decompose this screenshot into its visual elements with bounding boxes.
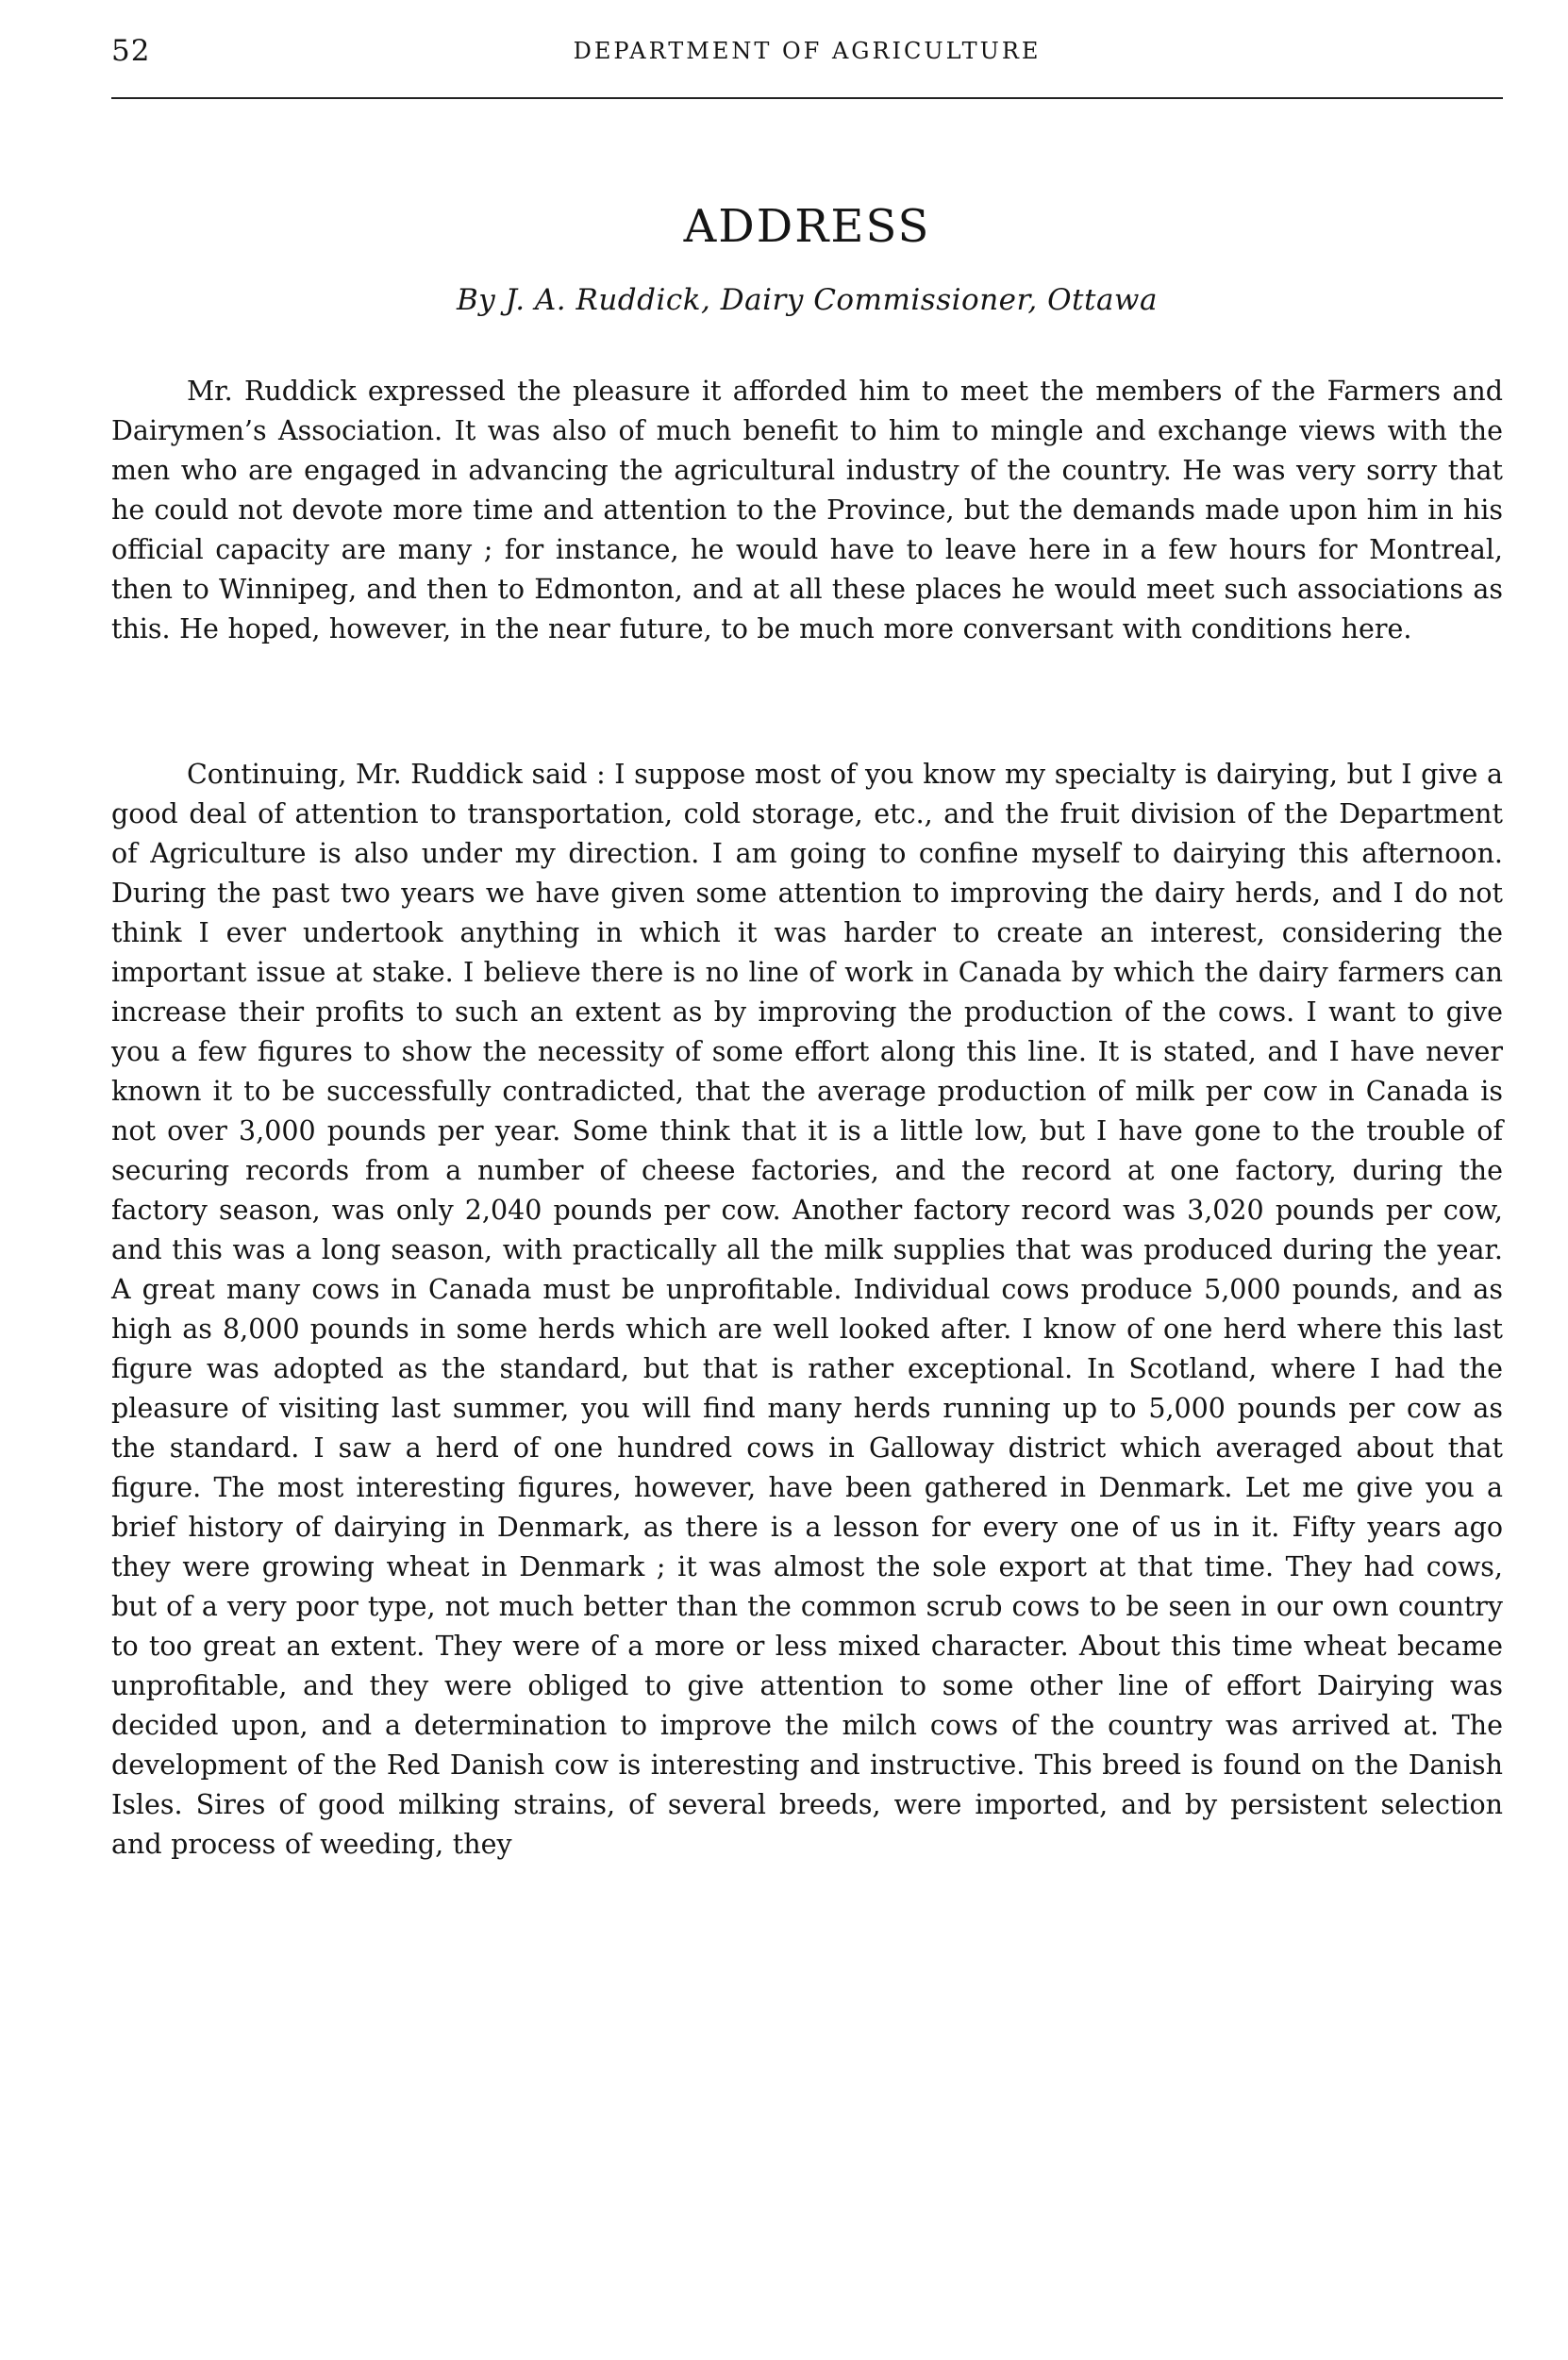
body-paragraph: Continuing, Mr. Ruddick said : I suppose most of you know my specialty is dairying, but I give a good deal of attention to transportation, cold storage, etc., and the fruit division of the Department of Agriculture is also under my direction. I am going to confine myself to dairying this afternoon. During the past two years we have given some attention to improving the dairy herds, and I do not think I ever undertook anything in which it was harder to create an interest, considering the important issue at stake. I believe there is no line of work in Canada by which the dairy farmers can increase their profits to such an extent as by improving the production of the cows. I want to give you a few figures to show the necessity of some effort along this line. It is stated, and I have never known it to be successfully contradicted, that the average production of milk per cow in Canada is not over 3,000 pounds per year. Some think that it is a little low, but I have gone to the trouble of securing records from a number of cheese factories, and the record at one factory, during the factory season, was only 2,040 pounds per cow. Another factory record was 3,020 pounds per cow, and this was a long season, with practically all the milk supplies that was produced during the year. A great many cows in Canada must be unprofitable. Individual cows produce 5,000 pounds, and as high as 8,000 pounds in some herds which are well looked after. I know of one herd where this last figure was adopted as the standard, but that is rather exceptional. In Scotland, where I had the pleasure of visiting last summer, you will find many herds running up to 5,000 pounds per cow as the standard. I saw a herd of one hundred cows in Galloway district which averaged about that figure. The most interesting figures, however, have been gathered in Denmark. Let me give you a brief history of dairying in Denmark, as there is a lesson for every one of us in it. Fifty years ago they were growing wheat in Denmark ; it was almost the sole export at that time. They had cows, but of a very poor type, not much better than the common scrub cows to be seen in our own country to too great an extent. They were of a more or less mixed character. About this time wheat became unprofitable, and they were obliged to give attention to some other line of effort Dairying was decided upon, and a determination to improve the milch cows of the country was arrived at. The development of the Red Danish cow is interesting and instructive. This breed is found on the Danish Isles. Sires of good milking strains, of several breeds, were imported, and by persistent selection and process of weeding, they — [111, 759, 1503, 1860]
page-number: 52 — [111, 34, 151, 68]
article-byline: By J. A. Ruddick, Dairy Commissioner, Ottawa — [457, 283, 1158, 317]
article-title: ADDRESS — [683, 200, 931, 253]
running-head — [111, 34, 1503, 75]
running-title: DEPARTMENT OF AGRICULTURE — [573, 38, 1042, 64]
body-paragraph: Mr. Ruddick expressed the pleasure it afforded him to meet the members of the Farmers and Dairymen’s Association. It was also of much benefit to him to mingle and exchange views with the men who are engaged in advancing the agricultural industry of the country. He was very sorry that he could not devote more time and attention to the Province, but the demands made upon him in his official capacity are many ; for instance, he would have to leave here in a few hours for Montreal, then to Winnipeg, and then to Edmonton, and at all these places he would meet such associations as this. He hoped, however, in the near future, to be much more conversant with conditions here. — [111, 376, 1503, 644]
header-rule — [111, 97, 1503, 99]
page — [111, 0, 1503, 2360]
